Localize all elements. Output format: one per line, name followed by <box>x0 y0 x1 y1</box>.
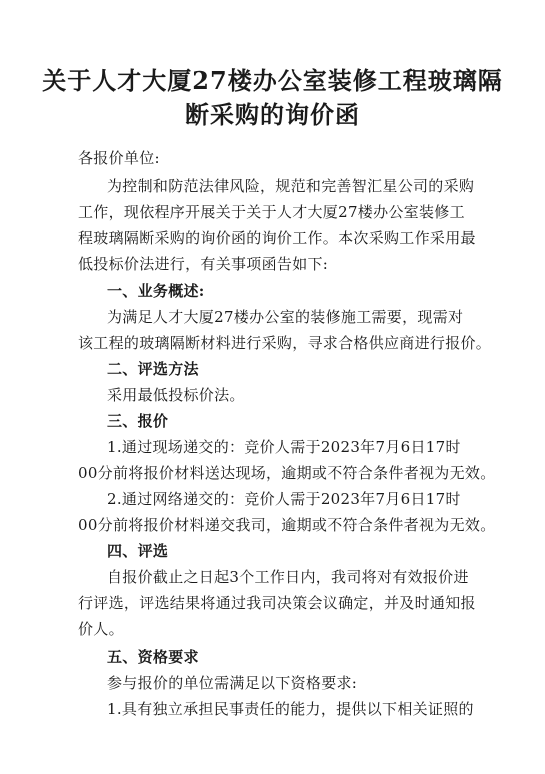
section-4-line: 自报价截止之日起3个工作日内，我司将对有效报价进 <box>107 568 469 586</box>
document-title-line-1: 关于人才大厦27楼办公室装修工程玻璃隔 <box>42 66 503 95</box>
section-3-line: 1.通过现场递交的：竞价人需于2023年7月6日17时 <box>107 438 461 456</box>
section-4-line: 行评选，评选结果将通过我司决策会议确定，并及时通知报 <box>78 594 476 612</box>
section-heading-4: 四、评选 <box>107 542 169 560</box>
section-5-line: 参与报价的单位需满足以下资格要求: <box>107 674 358 692</box>
document-title-line-2: 断采购的询价函 <box>185 100 360 129</box>
section-3-line: 00分前将报价材料送达现场，逾期或不符合条件者视为无效。 <box>78 464 496 482</box>
section-3-line: 2.通过网络递交的：竞价人需于2023年7月6日17时 <box>107 490 461 508</box>
section-heading-3: 三、报价 <box>107 412 169 430</box>
section-1-line: 为满足人才大厦27楼办公室的装修施工需要，现需对 <box>107 308 464 326</box>
intro-line: 为控制和防范法律风险，规范和完善智汇星公司的采购 <box>107 177 475 195</box>
section-1-line: 该工程的玻璃隔断材料进行采购，寻求合格供应商进行报价。 <box>78 334 492 352</box>
section-3-line: 00分前将报价材料递交我司，逾期或不符合条件者视为无效。 <box>78 516 496 534</box>
section-5-line: 1.具有独立承担民事责任的能力，提供以下相关证照的 <box>107 700 474 718</box>
section-2-line: 采用最低投标价法。 <box>107 386 245 404</box>
section-heading-1: 一、业务概述: <box>107 282 205 300</box>
intro-line: 低投标价法进行，有关事项函告如下: <box>78 255 329 273</box>
section-4-line: 价人。 <box>78 620 124 638</box>
intro-line: 工作，现依程序开展关于关于人才大厦27楼办公室装修工 <box>78 203 465 221</box>
intro-line: 程玻璃隔断采购的询价函的询价工作。本次采购工作采用最 <box>78 229 476 247</box>
section-heading-5: 五、资格要求 <box>107 648 199 666</box>
salutation: 各报价单位: <box>78 149 160 167</box>
section-heading-2: 二、评选方法 <box>107 360 199 378</box>
